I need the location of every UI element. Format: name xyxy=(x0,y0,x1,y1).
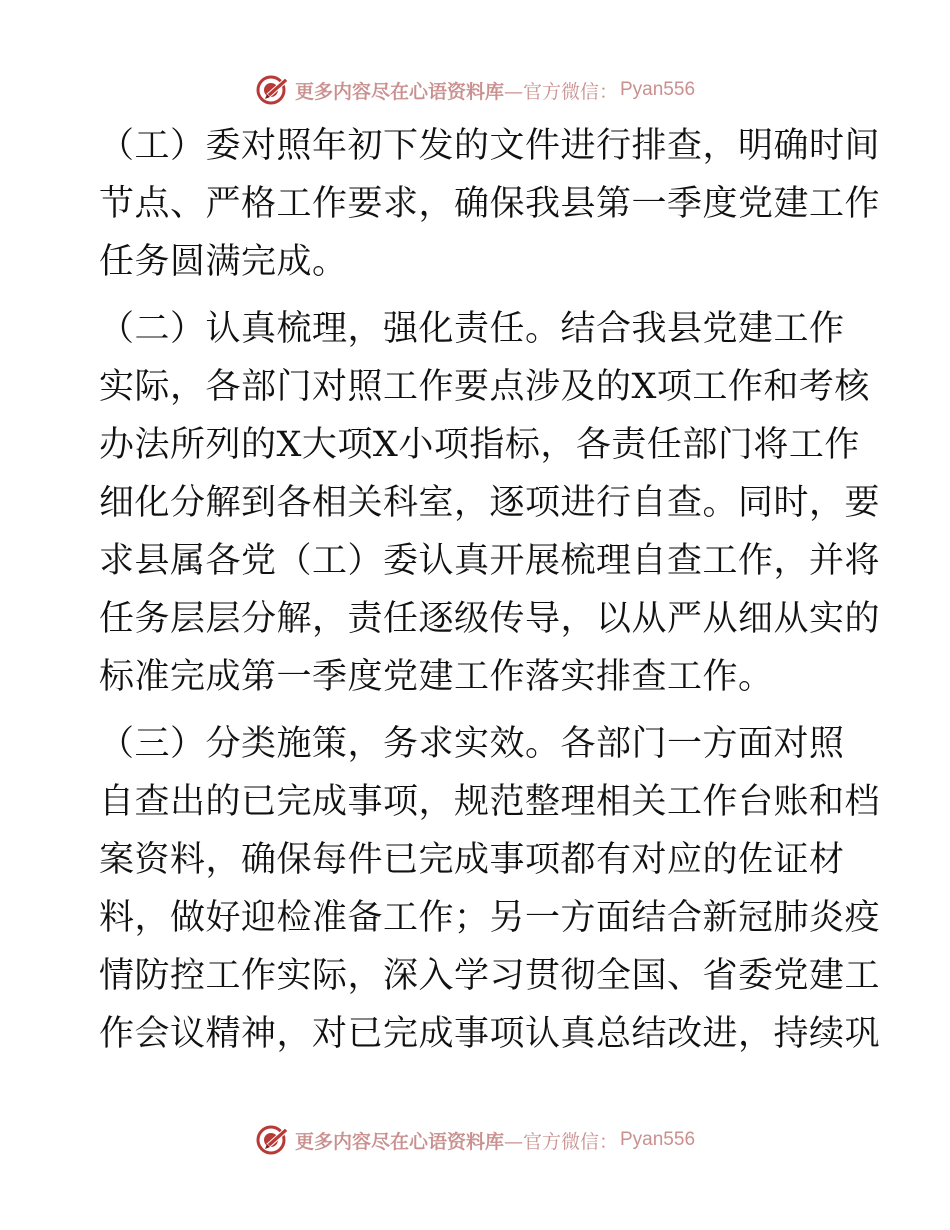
watermark-brand: 更多内容尽在心语资料库 xyxy=(294,80,504,103)
text-line: 任务圆满完成。 xyxy=(99,242,348,282)
paragraph xyxy=(99,715,881,1063)
watermark-sub: —官方微信： xyxy=(503,80,618,103)
text-line: 料，做好迎检准备工作；另一方面结合新冠肺炎疫 xyxy=(99,898,881,938)
text-line: 细化分解到各相关科室，逐项进行自查。同时，要 xyxy=(99,483,881,523)
watermark-sub: —官方微信： xyxy=(503,1130,618,1153)
paragraph xyxy=(99,117,881,291)
text-line: 作会议精神，对已完成事项认真总结改进，持续巩 xyxy=(99,1014,881,1054)
text-line: 自查出的已完成事项，规范整理相关工作台账和档 xyxy=(99,782,881,822)
header-watermark xyxy=(0,73,950,107)
text-line: 任务层层分解，责任逐级传导，以从严从细从实的 xyxy=(99,599,881,639)
text-line: 实际，各部门对照工作要点涉及的X项工作和考核 xyxy=(99,367,870,407)
text-line: 节点、严格工作要求，确保我县第一季度党建工作 xyxy=(99,184,881,224)
text-line: 案资料，确保每件已完成事项都有对应的佐证材 xyxy=(99,840,845,880)
text-line: 求县属各党（工）委认真开展梳理自查工作，并将 xyxy=(99,541,881,581)
pen-logo-icon xyxy=(255,73,291,107)
text-line: 标准完成第一季度党建工作落实排查工作。 xyxy=(99,657,774,697)
text-line: 办法所列的X大项X小项指标，各责任部门将工作 xyxy=(99,425,860,465)
paragraph xyxy=(99,300,881,706)
pen-logo-icon xyxy=(255,1123,291,1157)
footer-watermark xyxy=(0,1123,950,1157)
document-body xyxy=(99,117,881,1063)
text-line: 情防控工作实际，深入学习贯彻全国、省委党建工 xyxy=(99,956,881,996)
text-line: （工）委对照年初下发的文件进行排查，明确时间 xyxy=(99,126,881,166)
watermark-brand: 更多内容尽在心语资料库 xyxy=(294,1130,504,1153)
text-line: （二）认真梳理，强化责任。结合我县党建工作 xyxy=(99,309,845,349)
watermark-id: Pyan556 xyxy=(620,1129,696,1150)
text-line: （三）分类施策，务求实效。各部门一方面对照 xyxy=(99,724,845,764)
watermark-id: Pyan556 xyxy=(620,79,696,100)
